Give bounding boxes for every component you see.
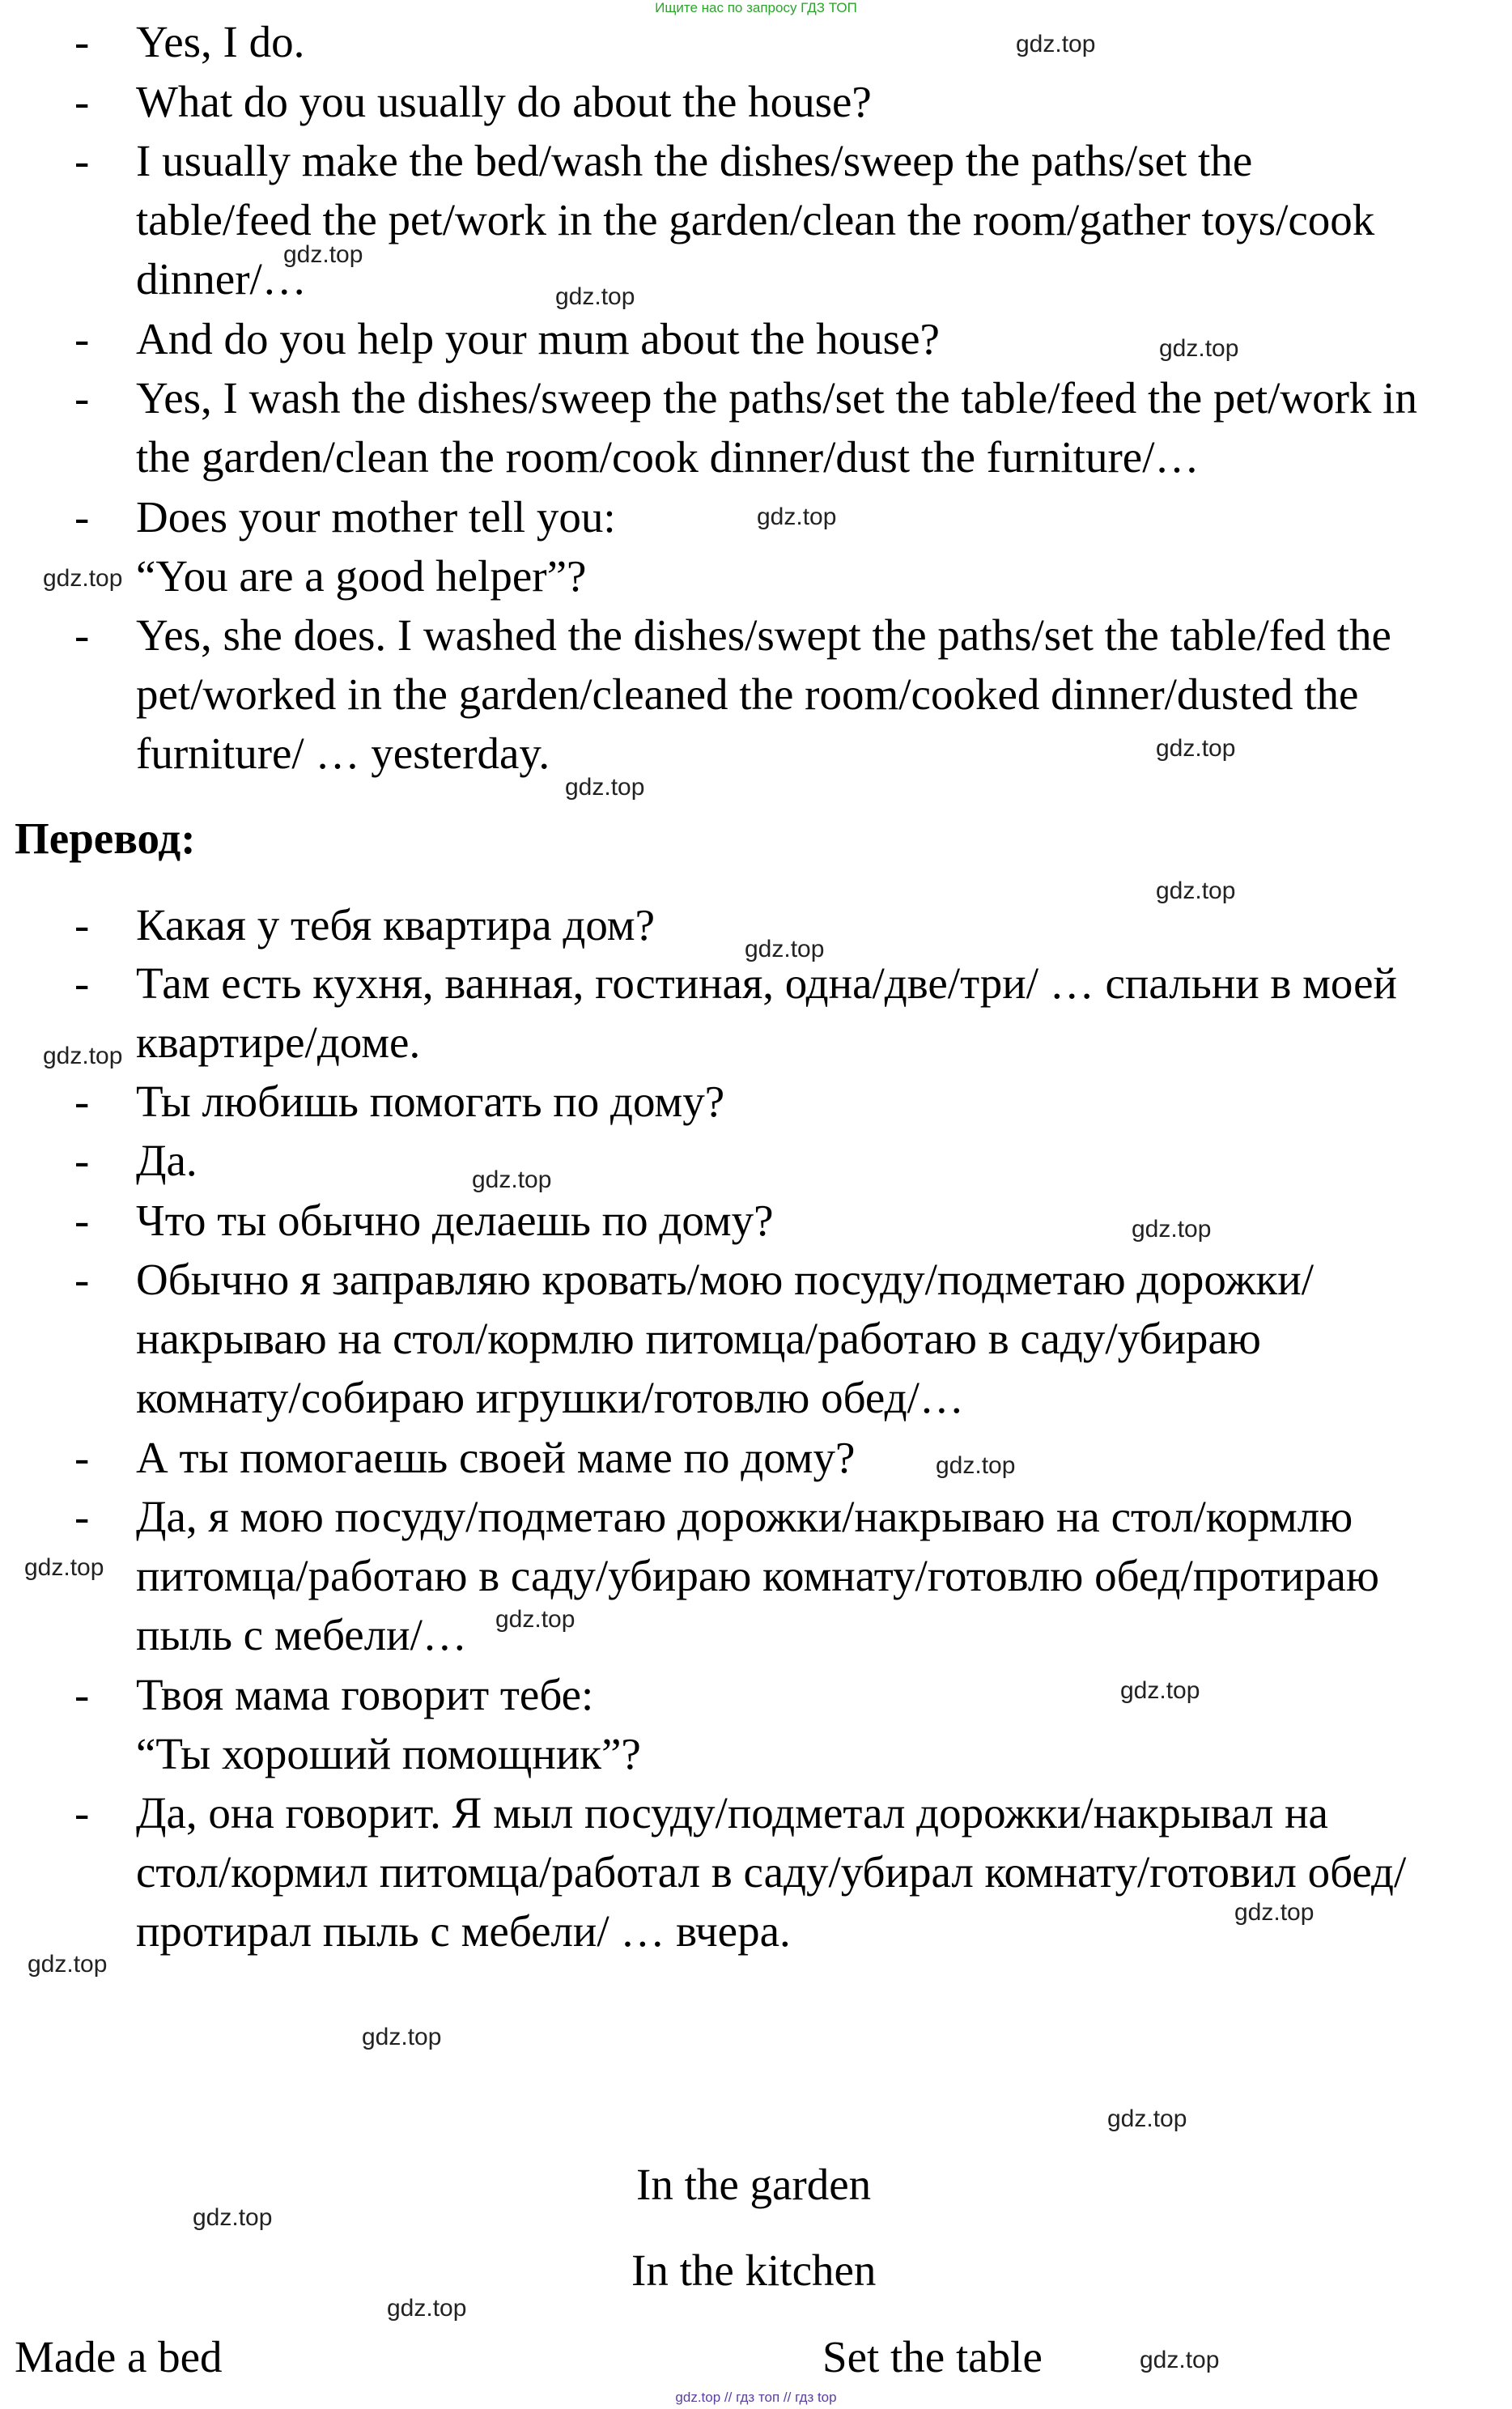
- dash: -: [74, 900, 90, 950]
- dialogue-line: комнату/собираю игрушки/готовлю обед/…: [136, 1373, 964, 1422]
- dash: -: [74, 1196, 90, 1245]
- dialogue-line: Какая у тебя квартира дом?: [136, 900, 656, 950]
- watermark: gdz.top: [1156, 735, 1236, 762]
- watermark: gdz.top: [387, 2295, 467, 2322]
- watermark: gdz.top: [1120, 1677, 1200, 1704]
- watermark: gdz.top: [1140, 2347, 1220, 2373]
- dialogue-line: Обычно я заправляю кровать/мою посуду/подметаю дорожки/: [136, 1255, 1314, 1304]
- dash: -: [74, 77, 90, 126]
- dialogue-line: Does your mother tell you:: [136, 492, 616, 542]
- dialogue-line: Да.: [136, 1136, 197, 1185]
- dialogue-line: квартире/доме.: [136, 1018, 421, 1067]
- watermark: gdz.top: [757, 503, 837, 530]
- dialogue-line: What do you usually do about the house?: [136, 77, 872, 126]
- watermark: gdz.top: [43, 565, 123, 592]
- dialogue-line: Yes, I wash the dishes/sweep the paths/set the table/feed the pet/work in: [136, 373, 1417, 423]
- dialogue-line: table/feed the pet/work in the garden/clean the room/gather toys/cook: [136, 195, 1375, 244]
- dash: -: [74, 136, 90, 185]
- dialogue-line: pet/worked in the garden/cleaned the room/cooked dinner/dusted the: [136, 669, 1359, 719]
- dialogue-line: накрываю на стол/кормлю питомца/работаю в саду/убираю: [136, 1314, 1261, 1363]
- dash: -: [74, 1136, 90, 1185]
- dialogue-line: Да, она говорит. Я мыл посуду/подметал дорожки/накрывал на: [136, 1788, 1328, 1838]
- watermark: gdz.top: [936, 1452, 1016, 1479]
- search-hint: Ищите нас по запросу ГДЗ ТОП: [655, 0, 857, 15]
- dialogue-line: “You are a good helper”?: [136, 551, 587, 601]
- watermark: gdz.top: [1234, 1899, 1315, 1926]
- dialogue-line: стол/кормил питомца/работал в саду/убирал комнату/готовил обед/: [136, 1847, 1407, 1897]
- dash: -: [74, 958, 90, 1008]
- dialogue-line: I usually make the bed/wash the dishes/sweep the paths/set the: [136, 136, 1253, 185]
- label-in-the-kitchen: In the kitchen: [631, 2245, 877, 2295]
- dialogue-line: dinner/…: [136, 254, 307, 304]
- dash: -: [74, 314, 90, 363]
- dialogue-line: А ты помогаешь своей маме по дому?: [136, 1433, 856, 1482]
- dialogue-line: Да, я мою посуду/подметаю дорожки/накрываю на стол/кормлю: [136, 1492, 1353, 1541]
- dialogue-line: And do you help your mum about the house?: [136, 314, 940, 363]
- dialogue-line: пыль с мебели/…: [136, 1610, 467, 1659]
- dialogue-line: Yes, I do.: [136, 17, 305, 66]
- watermark: gdz.top: [28, 1951, 108, 1978]
- dialogue-line: протирал пыль с мебели/ … вчера.: [136, 1906, 791, 1956]
- dash: -: [74, 17, 90, 66]
- footer-watermark: gdz.top // гдз топ // гдз top: [675, 2390, 837, 2405]
- watermark: gdz.top: [362, 2024, 442, 2050]
- dialogue-line: Yes, she does. I washed the dishes/swept the paths/set the table/fed the: [136, 610, 1391, 660]
- watermark: gdz.top: [1159, 335, 1239, 362]
- watermark: gdz.top: [555, 283, 635, 310]
- dash: -: [74, 1670, 90, 1719]
- watermark: gdz.top: [283, 241, 363, 268]
- watermark: gdz.top: [1016, 31, 1096, 57]
- dialogue-line: the garden/clean the room/cook dinner/dust the furniture/…: [136, 432, 1200, 482]
- dialogue-line: “Ты хороший помощник”?: [136, 1729, 641, 1778]
- dialogue-line: питомца/работаю в саду/убираю комнату/готовлю обед/протираю: [136, 1551, 1379, 1600]
- dash: -: [74, 1255, 90, 1304]
- watermark: gdz.top: [472, 1166, 552, 1193]
- translation-heading: Перевод:: [15, 814, 196, 863]
- watermark: gdz.top: [565, 774, 645, 801]
- dialogue-line: Что ты обычно делаешь по дому?: [136, 1196, 774, 1245]
- dialogue-line: Твоя мама говорит тебе:: [136, 1670, 594, 1719]
- watermark: gdz.top: [43, 1043, 123, 1069]
- watermark: gdz.top: [495, 1606, 575, 1633]
- label-made-a-bed: Made a bed: [15, 2332, 223, 2381]
- dialogue-line: Ты любишь помогать по дому?: [136, 1077, 725, 1126]
- label-in-the-garden: In the garden: [636, 2160, 872, 2209]
- watermark: gdz.top: [24, 1554, 104, 1581]
- dialogue-line: furniture/ … yesterday.: [136, 729, 550, 778]
- watermark: gdz.top: [1107, 2105, 1187, 2132]
- watermark: gdz.top: [1132, 1216, 1212, 1243]
- dash: -: [74, 1492, 90, 1541]
- dash: -: [74, 1788, 90, 1838]
- dash: -: [74, 1077, 90, 1126]
- label-set-the-table: Set the table: [822, 2332, 1043, 2381]
- watermark: gdz.top: [745, 936, 825, 962]
- dialogue-line: Там есть кухня, ванная, гостиная, одна/две/три/ … спальни в моей: [136, 958, 1397, 1008]
- watermark: gdz.top: [193, 2204, 273, 2231]
- dash: -: [74, 1433, 90, 1482]
- watermark: gdz.top: [1156, 877, 1236, 904]
- dash: -: [74, 373, 90, 423]
- dash: -: [74, 492, 90, 542]
- dash: -: [74, 610, 90, 660]
